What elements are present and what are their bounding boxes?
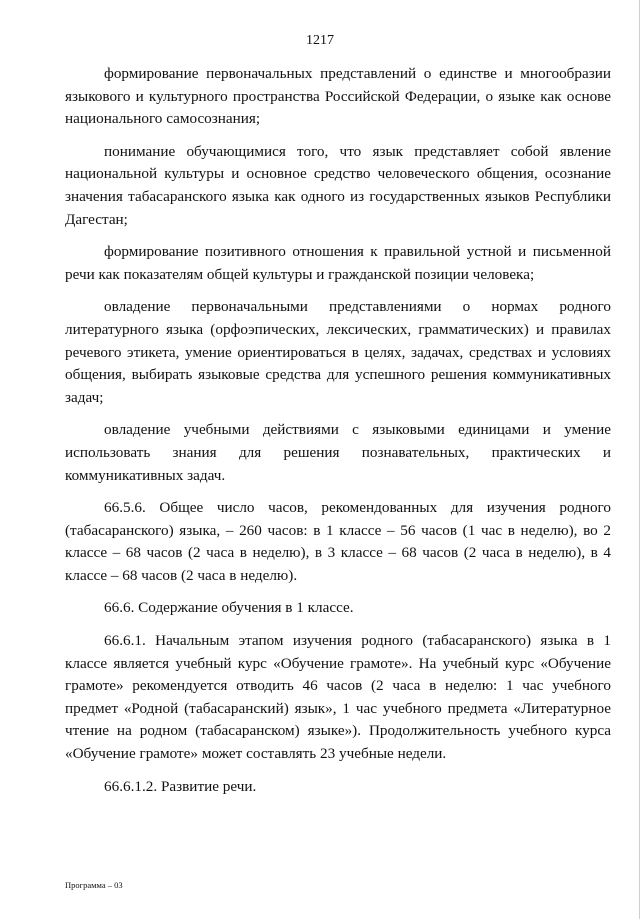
paragraph-positive-attitude: формирование позитивного отношения к правильной устной и письменной речи как показателям общей культуры и гражданской позиции человека; <box>65 243 611 283</box>
paragraph-language-norms: овладение первоначальными представлениями о нормах родного литературного языка (орфоэпических, лексических, грамматических) и правилах речевого этикета, умение ориентироваться в целях, задачах, средствах и условиях общения, выбирать языковые средства для успешного решения коммуникативных задач; <box>65 298 611 406</box>
paragraph-total-hours: 66.5.6. Общее число часов, рекомендованных для изучения родного (табасаранского) языка, – 260 часов: в 1 классе – 56 часов (1 час в неделю), во 2 классе – 68 часов (2 часа в неделю), в 3 классе – 68 часов (2 часа в неделю), в 4 классе – 68 часов (2 часа в неделю). <box>65 499 611 584</box>
page-number: 1217 <box>306 33 334 48</box>
paragraph-language-culture: понимание обучающимися того, что язык представляет собой явление национальной культуры и основное средство человеческого общения, осознание значения табасаранского языка как одного из государственных языков Республики Дагестан; <box>65 142 611 228</box>
paragraph-content-heading: 66.6. Содержание обучения в 1 классе. <box>104 599 354 617</box>
page-footer: Программа – 03 <box>65 880 123 890</box>
paragraph-learning-actions: овладение учебными действиями с языковыми единицами и умение использовать знания для решения познавательных, практических и коммуникативных задач. <box>65 421 611 484</box>
paragraph-unity-diversity: формирование первоначальных представлений о единстве и многообразии языкового и культурного пространства Российской Федерации, о языке как основе национального самосознания; <box>65 65 611 128</box>
body-text <box>65 63 611 808</box>
paragraph-literacy-course: 66.6.1. Начальным этапом изучения родного (табасаранского) языка в 1 классе является учебный курс «Обучение грамоте». На учебный курс «Обучение грамоте» рекомендуется отводить 46 часов (2 часа в неделю: 1 час учебного предмет «Родной (табасаранский) язык», 1 час учебного предмета «Литературное чтение на родном (табасаранском) языке»). Продолжительность учебного курса «Обучение грамоте» может составлять 23 учебные недели. <box>65 632 611 763</box>
paragraph-speech-development: 66.6.1.2. Развитие речи. <box>104 777 257 795</box>
